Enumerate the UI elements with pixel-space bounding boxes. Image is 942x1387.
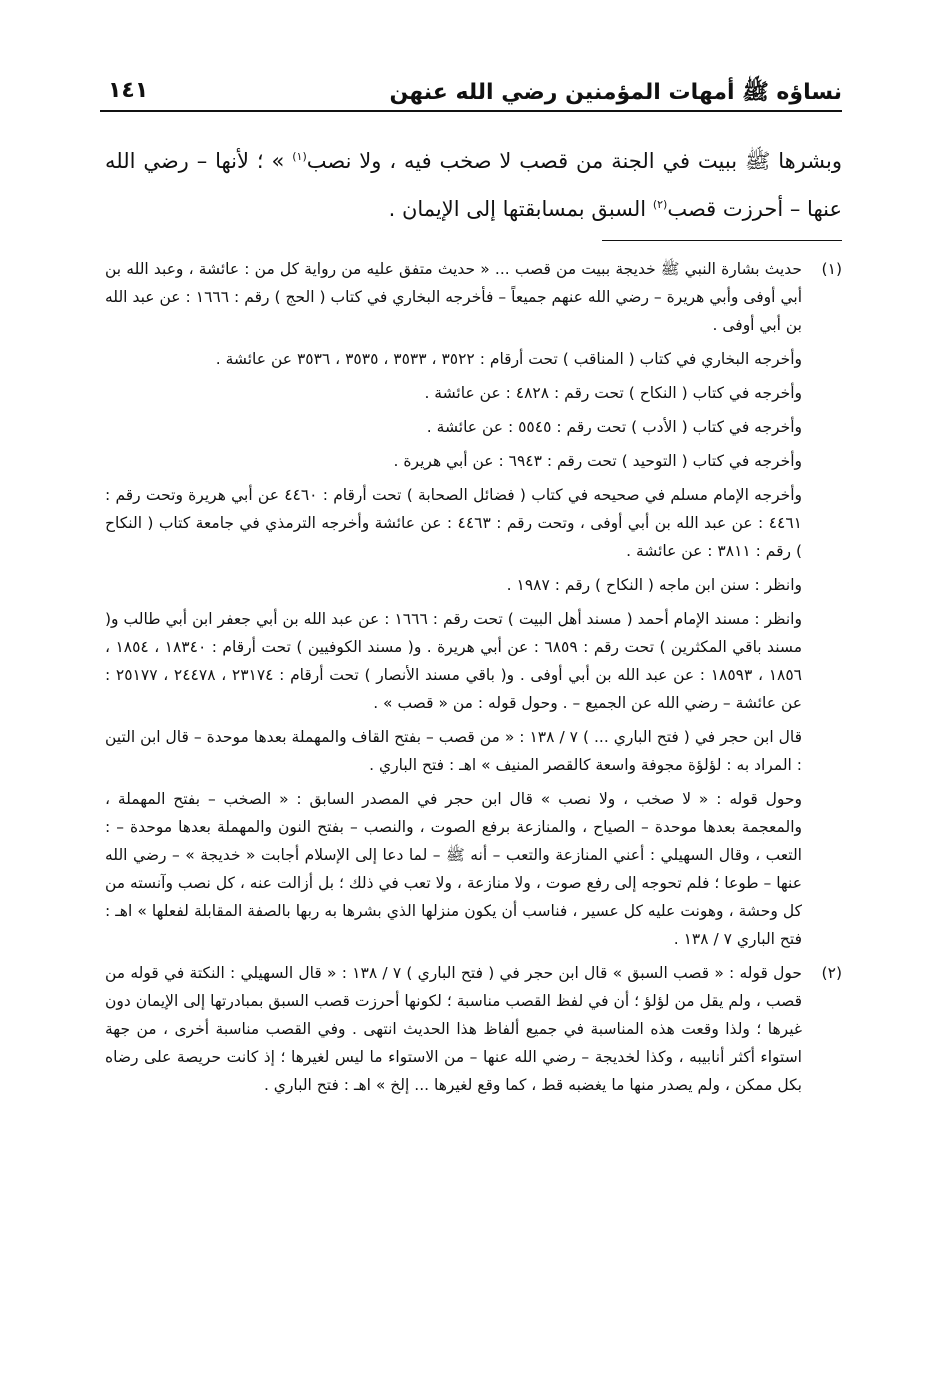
footnote-divider: [602, 240, 842, 241]
footnote-paragraph: وأخرجه البخاري في كتاب ( المناقب ) تحت أرقام : ٣٥٢٢ ، ٣٥٣٣ ، ٣٥٣٥ ، ٣٥٣٦ عن عائشة .: [215, 350, 802, 368]
footnote-paragraph: وأخرجه الإمام مسلم في صحيحه في كتاب ( فضائل الصحابة ) تحت أرقام : ٤٤٦٠ عن أبي هريرة وتحت رقم : ٤٤٦١ : عن عبد الله بن أبي أوفى ، وتحت رقم : ٤٤٦٣ : عن عائشة وأخرجه الترمذي في جامعة كتاب ( النكاح ) رقم : ٣٨١١ : عن عائشة .: [105, 486, 802, 560]
footnote-body: [105, 255, 802, 959]
main-paragraph: [105, 135, 842, 231]
footnote-paragraph: وأخرجه في كتاب ( الأدب ) تحت رقم : ٥٥٤٥ : عن عائشة .: [426, 418, 802, 436]
footnote-number: (١): [821, 260, 842, 278]
main-text: [105, 135, 842, 231]
footnote-paragraph: وانظر : مسند الإمام أحمد ( مسند أهل البيت ) تحت رقم : ١٦٦٦ : عن عبد الله بن أبي جعفر ابن أبي طالب و( مسند باقي المكثرين ) تحت رقم : ٦٨٥٩ : عن أبي هريرة . و( مسند الكوفيين ) تحت أرقام : ١٨٣٤٠ ، ١٨٥٤ ، ١٨٥٦ ، ١٨٥٩٣ : عن عبد الله بن أبي أوفى . و( باقي مسند الأنصار ) تحت أرقام : ٢٣١٧٤ ، ٢٤٤٧٨ ، ٢٥١٧٧ : عن عائشة – رضي الله عن الجميع – . وحول قوله : من « قصب » .: [105, 610, 803, 712]
footnote-paragraph: قال ابن حجر في ( فتح الباري ... ) ٧ / ١٣٨ : « من قصب – بفتح القاف والمهملة بعدها موحدة – قال ابن التين : المراد به : لؤلؤة مجوفة واسعة كالقصر المنيف » اهـ : فتح الباري .: [105, 728, 803, 774]
footnote-paragraph: وحول قوله : « لا صخب ، ولا نصب » قال ابن حجر في المصدر السابق : « الصخب – بفتح المهملة ، والمعجمة بعدها موحدة – الصياح ، والمنازعة برفع الصوت ، والنصب – بفتح النون والمهملة بعدها موحدة – : التعب ، وقال السهيلي : أعني المنازعة والتعب – أنه ﷺ – لما دعا إلى الإسلام أجابت « خديجة » – رضي الله عنها – طوعا ؛ فلم تحوجه إلى رفع صوت ، ولا منازعة ، ولا تعب في ذلك ؛ بل أزالت عنه ، كل نصب وآنسته من كل وحشة ، وهونت عليه كل عسير ، فناسب أن يكون منزلها الذي بشرها به ربها بالصفة المقابلة لفعلها » اهـ : فتح الباري ٧ / ١٣٨ .: [105, 790, 802, 948]
footnote-number: (٢): [821, 964, 842, 982]
footnote-body: [105, 959, 802, 1105]
footnotes: [105, 255, 842, 1105]
footnote-ref-1: (١): [292, 150, 307, 163]
main-text-part: وبشرها ﷺ ببيت في الجنة من قصب لا صخب فيه ، ولا نصب: [306, 149, 842, 173]
footnote-ref-2: (٢): [652, 198, 668, 211]
main-text-part: السبق بمسابقتها إلى الإيمان .: [388, 197, 653, 221]
footnote-paragraph: حديث بشارة النبي ﷺ خديجة ببيت من قصب ... « حديث متفق عليه من رواية كل من : عائشة ، وعبد الله بن أبي أوفى وأبي هريرة – رضي الله عنهم جميعاً – فأخرجه البخاري في كتاب ( الحج ) رقم : ١٦٦٦ : عن عبد الله بن أبي أوفى .: [105, 260, 802, 334]
footnote-1: [105, 255, 842, 959]
page-number: ١٤١: [108, 78, 149, 103]
running-title: نساؤه ﷺ أمهات المؤمنين رضي الله عنهن: [389, 80, 842, 105]
footnote-paragraph: وأخرجه في كتاب ( التوحيد ) تحت رقم : ٦٩٤٣ : عن أبي هريرة .: [393, 452, 802, 470]
footnote-paragraph: وانظر : سنن ابن ماجه ( النكاح ) رقم : ١٩٨٧ .: [506, 576, 802, 594]
footnote-2: [105, 959, 842, 1105]
footnote-paragraph: وأخرجه في كتاب ( النكاح ) تحت رقم : ٤٨٢٨ : عن عائشة .: [424, 384, 802, 402]
footnote-paragraph: حول قوله : « قصب السبق » قال ابن حجر في ( فتح الباري ) ٧ / ١٣٨ : « قال السهيلي : النكتة في قوله من قصب ، ولم يقل من لؤلؤ ؛ أن في لفظ القصب مناسبة ؛ لكونها أحرزت قصب السبق بمبادرتها إلى الإيمان دون غيرها ؛ ولذا وقعت هذه المناسبة في جميع ألفاظ هذا الحديث انتهى . وفي القصب مناسبة أخرى ، من جهة استواء أكثر أنابيبه ، وكذا لخديجة – رضي الله عنها – من الاستواء ما ليس لغيرها ؛ إذ كانت حريصة على رضاه بكل ممكن ، ولم يصدر منها ما يغضبه قط ، كما وقع لغيرها ... إلخ » اهـ : فتح الباري .: [105, 964, 802, 1094]
page-header: [100, 72, 842, 112]
main-text-part: » ؛ لأنها – رضي الله عنها – أحرزت قصب: [105, 149, 842, 221]
